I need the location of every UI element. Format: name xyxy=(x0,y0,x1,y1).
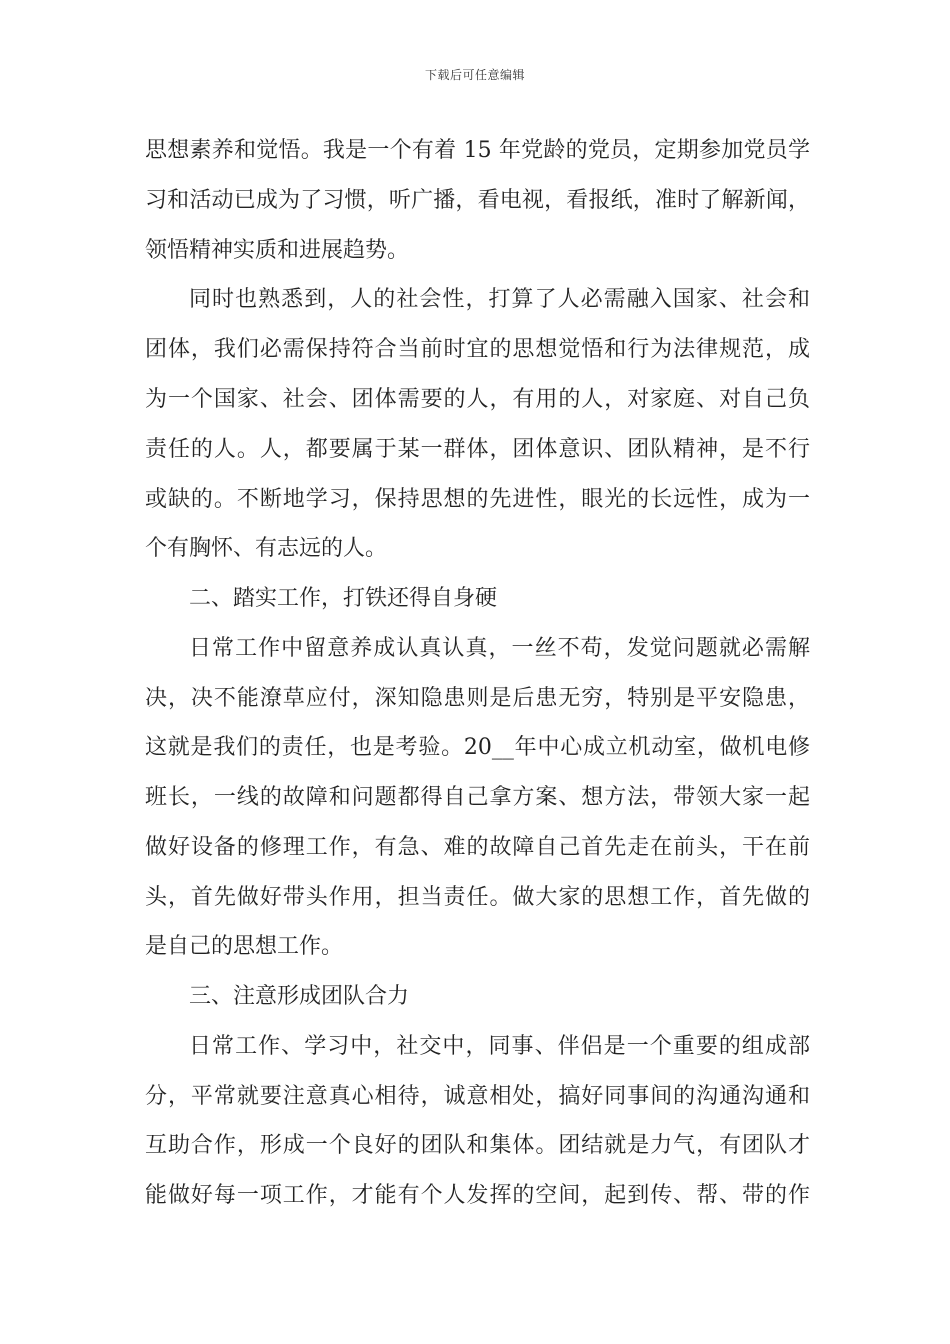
section-heading: 三、注意形成团队合力 xyxy=(189,984,410,1009)
paragraph-line: 个有胸怀、有志远的人。 xyxy=(145,536,388,561)
paragraph-line: 班长，一线的故障和问题都得自己拿方案、想方法，带领大家一起 xyxy=(145,785,810,810)
paragraph-line: 团体，我们必需保持符合当前时宜的思想觉悟和行为法律规范，成 xyxy=(145,337,810,362)
paragraph-line: 同时也熟悉到，人的社会性，打算了人必需融入国家、社会和 xyxy=(189,287,810,312)
section-heading: 二、踏实工作，打铁还得自身硬 xyxy=(189,586,498,611)
paragraph-line: 日常工作中留意养成认真认真，一丝不苟，发觉问题就必需解 xyxy=(189,636,810,661)
paragraph-line: 为一个国家、社会、团体需要的人，有用的人，对家庭、对自己负 xyxy=(145,387,810,412)
paragraph-line: 这就是我们的责任，也是考验。20__年中心成立机动室，做机电修 xyxy=(145,735,810,760)
paragraph-line: 是自己的思想工作。 xyxy=(145,934,344,959)
page-header: 下载后可任意编辑 xyxy=(424,68,525,82)
paragraph-line: 决，决不能潦草应付，深知隐患则是后患无穷，特别是平安隐患， xyxy=(145,686,810,711)
paragraph-line: 日常工作、学习中，社交中，同事、伴侣是一个重要的组成部 xyxy=(189,1034,810,1059)
paragraph-line: 思想素养和觉悟。我是一个有着 15 年党龄的党员，定期参加党员学 xyxy=(145,138,810,163)
paragraph-line: 习和活动已成为了习惯，听广播，看电视，看报纸，准时了解新闻， xyxy=(145,188,810,213)
paragraph-line: 互助合作，形成一个良好的团队和集体。团结就是力气，有团队才 xyxy=(145,1133,810,1158)
paragraph-line: 或缺的。不断地学习，保持思想的先进性，眼光的长远性，成为一 xyxy=(145,487,810,512)
paragraph-line: 能做好每一项工作，才能有个人发挥的空间，起到传、帮、带的作 xyxy=(145,1183,810,1208)
paragraph-line: 责任的人。人，都要属于某一群体，团体意识、团队精神，是不行 xyxy=(145,437,810,462)
paragraph-line: 领悟精神实质和进展趋势。 xyxy=(145,238,410,263)
paragraph-line: 头，首先做好带头作用，担当责任。做大家的思想工作，首先做的 xyxy=(145,885,810,910)
paragraph-line: 做好设备的修理工作，有急、难的故障自己首先走在前头，干在前 xyxy=(145,835,810,860)
paragraph-line: 分，平常就要注意真心相待，诚意相处，搞好同事间的沟通沟通和 xyxy=(145,1084,810,1109)
